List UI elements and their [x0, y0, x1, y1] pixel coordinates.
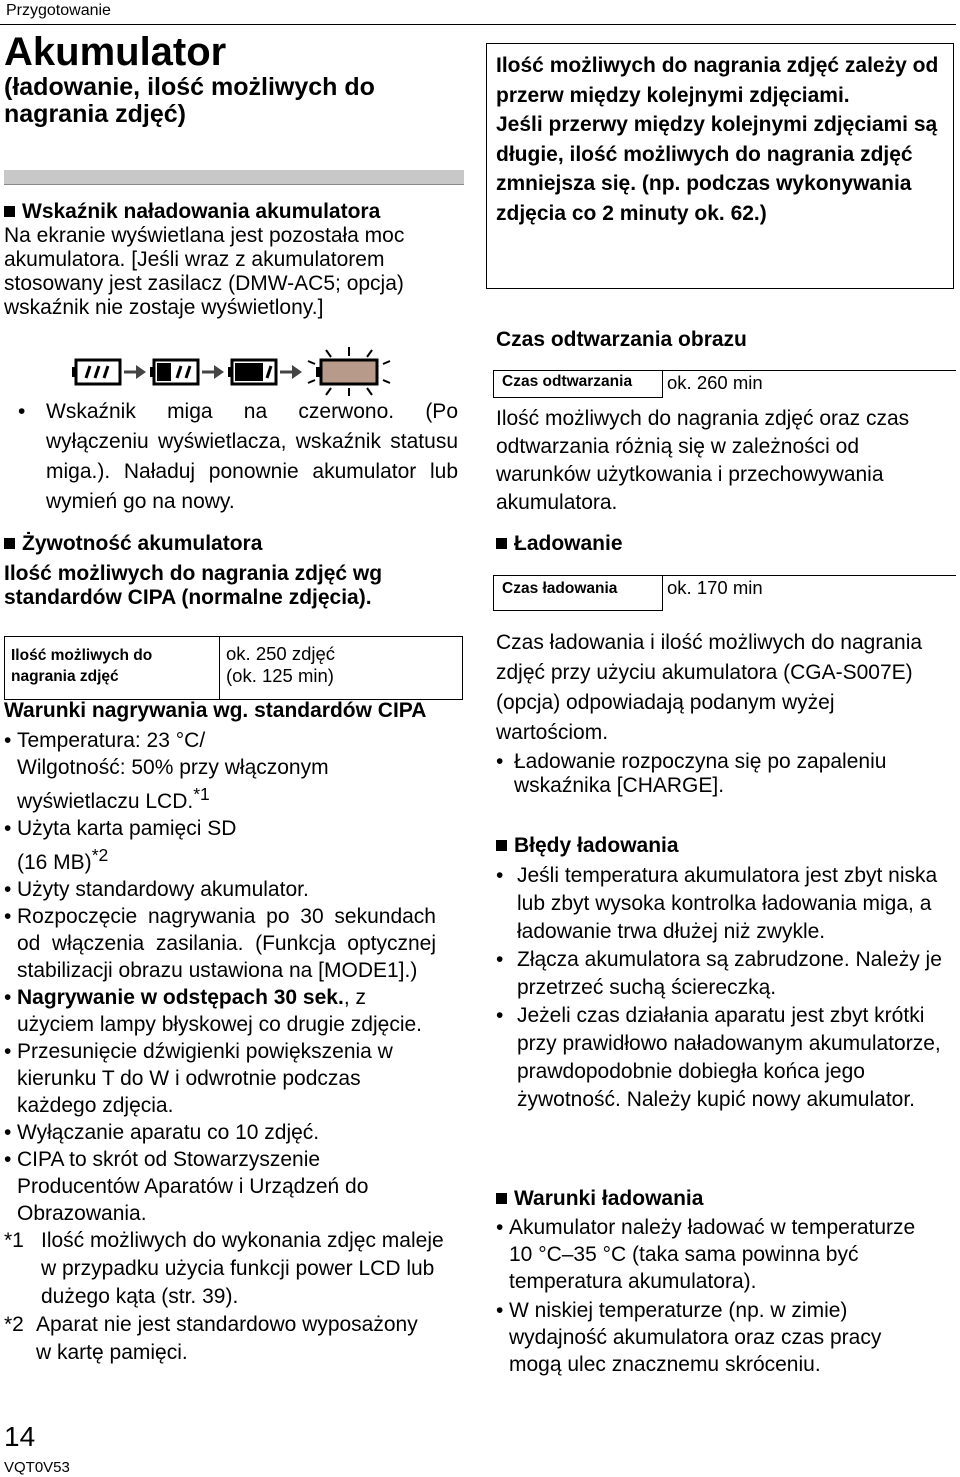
charging-table — [493, 575, 956, 611]
arrow-icon — [124, 365, 146, 379]
charging-text: Czas ładowania i ilość możliwych do nagrania zdjęć przy użyciu akumulatora (CGA-S007E) (opcja) odpowiadają podanym wyżej wartościom. — [496, 631, 923, 744]
battery-full-icon — [72, 360, 120, 384]
footnote-1: *1 Ilość możliwych do wykonania zdjęc maleje w przypadku użycia funkcji power LCD lub dużego kąta (str. 39). — [4, 1229, 444, 1308]
section-header: Przygotowanie — [6, 2, 111, 19]
note-paragraph-2: Jeśli przerwy między kolejnymi zdjęciami są długie, ilość możliwych do nagrania zdjęć zmniejsza się. (np. podczas wykonywania zdjęcia co 2 minuty ok. 62.) — [496, 113, 938, 225]
page-subtitle: (ładowanie, ilość możliwych do nagrania zdjęć) — [4, 73, 375, 128]
playback-text: Ilość możliwych do nagrania zdjęć oraz czas odtwarzania różnią się w zależności od warunków użytkowania i przechowywania akumulatora. — [496, 407, 910, 514]
playback-table — [493, 370, 956, 398]
indicator-section — [4, 200, 464, 320]
lifetime-heading: Żywotność akumulatora — [4, 532, 464, 556]
condition-start: • Rozpoczęcie nagrywania po 30 sekundach od włączenia zasilania. (Funkcja optycznej stabilizacji obrazu ustawiona na [MODE1].) — [4, 903, 436, 984]
playback-label: Czas odtwarzania — [494, 371, 663, 398]
charging-label: Czas ładowania — [494, 576, 663, 611]
condition-interval: • Nagrywanie w odstępach 30 sek., z użyciem lampy błyskowej co drugie zdjęcie. — [4, 984, 436, 1038]
indicator-text: Na ekranie wyświetlana jest pozostała moc akumulatora. [Jeśli wraz z akumulatorem stosowany jest zasilacz (DMW-AC5; opcja) wskaźnik nie zostaje wyświetlony.] — [4, 224, 405, 319]
document-code: VQT0V53 — [4, 1459, 70, 1476]
shots-table — [4, 636, 463, 700]
battery-two-thirds-icon — [150, 360, 198, 384]
header-rule — [0, 24, 956, 25]
battery-low-icon — [228, 360, 276, 384]
charge-condition-item: • W niskiej temperaturze (np. w zimie) wydajność akumulatora oraz czas pracy mogą ulec znacznemu skróceniu. — [496, 1297, 926, 1378]
arrow-icon — [202, 365, 224, 379]
charging-value: ok. 170 min — [663, 576, 957, 611]
title-bar — [4, 170, 464, 185]
conditions-section — [4, 699, 474, 1367]
conditions-heading: Warunki nagrywania wg. standardów CIPA — [4, 699, 427, 722]
shots-note-box — [486, 43, 954, 289]
page-title: Akumulator — [4, 30, 227, 74]
shots-label: Ilość możliwych do nagrania zdjęć — [5, 637, 220, 700]
condition-zoom: • Przesunięcie dźwigienki powiększenia w kierunku T do W i odwrotnie podczas każdego zdjęcia. — [4, 1038, 436, 1119]
shots-value: ok. 250 zdjęć (ok. 125 min) — [220, 637, 463, 700]
page-number: 14 — [4, 1421, 36, 1452]
battery-empty-blinking-icon — [308, 347, 390, 396]
errors-heading: Błędy ładowania — [496, 834, 679, 858]
charging-bullet: • Ładowanie rozpoczyna się po zapaleniu wskaźnika [CHARGE]. — [496, 750, 946, 798]
condition-off: • Wyłączanie aparatu co 10 zdjęć. — [4, 1119, 436, 1146]
lifetime-section — [4, 532, 464, 610]
errors-list — [496, 862, 952, 1114]
charge-condition-item: • Akumulator należy ładować w temperaturze 10 °C–35 °C (taka sama powinna być temperatura akumulatora). — [496, 1214, 926, 1295]
charge-conditions-list — [496, 1214, 926, 1378]
condition-temperature: • Temperatura: 23 °C/ Wilgotność: 50% przy włączonym wyświetlaczu LCD.$^{*1}$ — [4, 727, 436, 815]
charge-conditions-heading: Warunki ładowania — [496, 1187, 703, 1211]
playback-value: ok. 260 min — [663, 371, 957, 398]
footnote-2: *2 Aparat nie jest standardowo wyposażony w kartę pamięci. — [4, 1313, 418, 1364]
condition-battery: • Użyty standardowy akumulator. — [4, 876, 436, 903]
battery-level-icons — [72, 345, 402, 397]
error-item: • Złącza akumulatora są zabrudzone. Należy je przetrzeć suchą ściereczką. — [496, 946, 952, 1002]
condition-card: • Użyta karta pamięci SD (16 MB)$^{*2}$ — [4, 815, 436, 876]
arrow-icon — [280, 365, 302, 379]
error-item: • Jeśli temperatura akumulatora jest zbyt niska lub zbyt wysoka kontrolka ładowania miga, a ładowanie trwa dłużej niż zwykle. — [496, 862, 952, 946]
lifetime-subheading: Ilość możliwych do nagrania zdjęć wg standardów CIPA (normalne zdjęcia). — [4, 562, 383, 609]
indicator-heading: Wskaźnik naładowania akumulatora — [4, 200, 464, 224]
condition-cipa: • CIPA to skrót od Stowarzyszenie Producentów Aparatów i Urządzeń do Obrazowania. — [4, 1146, 436, 1227]
error-item: • Jeżeli czas działania aparatu jest zbyt krótki przy prawidłowo naładowanym akumulatorze, prawdopodobnie dobiegła końca jego żywotność. Należy kupić nowy akumulator. — [496, 1002, 952, 1114]
charging-heading: Ładowanie — [496, 532, 623, 556]
indicator-bullet: • Wskaźnik miga na czerwono. (Po wyłączeniu wyświetlacza, wskaźnik statusu miga.). Naładuj ponownie akumulator lub wymień go na nowy. — [18, 397, 458, 517]
playback-heading: Czas odtwarzania obrazu — [496, 328, 747, 351]
note-paragraph-1: Ilość możliwych do nagrania zdjęć zależy od przerw między kolejnymi zdjęciami. — [496, 54, 939, 107]
